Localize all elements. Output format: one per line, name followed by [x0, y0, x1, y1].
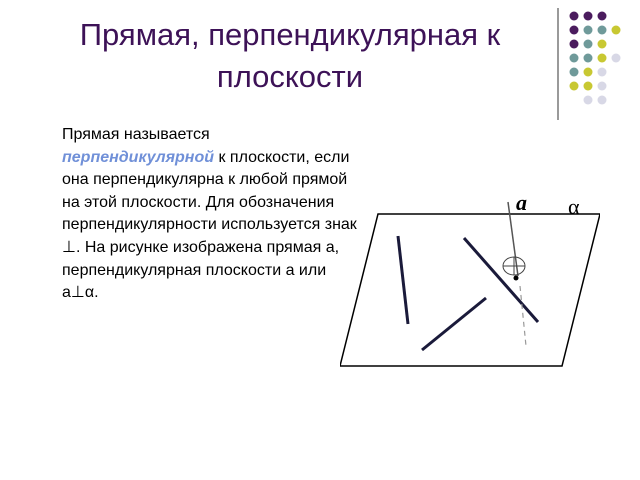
text-part-1: Прямая называется	[62, 126, 210, 143]
dot	[584, 68, 593, 77]
dot	[598, 82, 607, 91]
perpendicular-symbol-inline: ⊥	[70, 284, 85, 302]
dot	[612, 54, 621, 63]
dot	[570, 54, 579, 63]
plane-line-1	[398, 236, 408, 324]
plane-alpha-label: α	[568, 194, 580, 219]
dot	[598, 68, 607, 77]
plane-line-2	[464, 238, 538, 322]
dot	[584, 26, 593, 35]
dot	[612, 26, 621, 35]
intersection-point	[514, 276, 519, 281]
dot	[570, 26, 579, 35]
dot	[570, 12, 579, 21]
dot	[570, 82, 579, 91]
highlighted-term: перпендикулярной	[62, 148, 215, 166]
slide-title-line-1: Прямая, перпендикулярная к	[79, 17, 501, 52]
dot	[584, 12, 593, 21]
definition-paragraph	[62, 124, 362, 305]
perpendicular-symbol: ⊥	[62, 238, 76, 256]
dot	[598, 96, 607, 105]
perpendicular-line-figure	[340, 190, 600, 380]
dot	[570, 40, 579, 49]
dot	[598, 54, 607, 63]
dot	[570, 68, 579, 77]
line-a-below	[520, 286, 526, 346]
decorative-dot-grid	[0, 0, 640, 110]
title-divider-line	[557, 8, 559, 120]
text-part-2: к плоскости, если она перпендикулярна к любой прямой на этой плоскости. Для обозначения перпендикулярности используется знак	[62, 148, 357, 234]
dot	[598, 40, 607, 49]
dot	[584, 82, 593, 91]
line-a-label: a	[516, 190, 527, 215]
dot	[584, 40, 593, 49]
text-part-4: α.	[84, 284, 99, 302]
dot	[584, 54, 593, 63]
text-part-3: . На рисунке изображена прямая а, перпендикулярная плоскости а или а	[62, 238, 340, 302]
dot	[598, 26, 607, 35]
plane-line-3	[422, 298, 486, 350]
plane-parallelogram	[340, 214, 600, 366]
slide-title-line-2: плоскости	[216, 59, 364, 94]
dot	[598, 12, 607, 21]
dot	[584, 96, 593, 105]
